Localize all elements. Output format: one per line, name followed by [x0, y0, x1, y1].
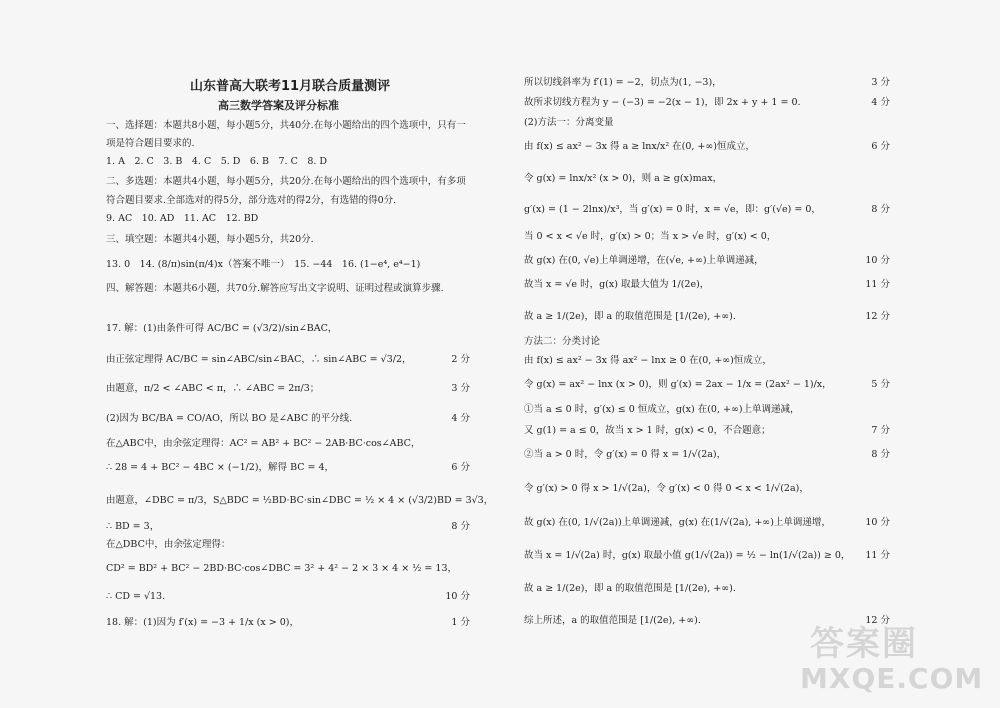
page-title: 山东普高大联考11月联合质量测评	[190, 79, 391, 94]
score-q18-11: 11 分	[865, 279, 890, 290]
section-2-intro-line1: 二、多选题：本题共4小题，每小题5分，共20分.在每小题给出的四个选项中，有多项	[106, 176, 466, 187]
q18-r-line16: ②当 a > 0 时，令 g′(x) = 0 得 x = 1/√(2a)，	[524, 449, 727, 460]
q18-r-line1: 所以切线斜率为 f′(1) = −2，切点为(1, −3)，	[524, 77, 722, 88]
score-q17-6: 6 分	[451, 462, 470, 473]
q17-line5: 在△ABC中，由余弦定理得：AC² = AB² + BC² − 2AB·BC·cos∠ABC，	[106, 438, 421, 449]
q18-r-line20: 故 a ≥ 1/(2e)，即 a 的取值范围是 [1/(2e), +∞).	[524, 583, 736, 594]
q18-r-line13: 令 g(x) = ax² − lnx (x > 0)，则 g′(x) = 2ax − 1/x = (2ax² − 1)/x，	[524, 379, 832, 390]
q18-line1: 18. 解：(1)因为 f′(x) = −3 + 1/x (x > 0)，	[106, 617, 299, 628]
score-q18-m2-8: 8 分	[871, 449, 890, 460]
score-q17-10: 10 分	[445, 591, 470, 602]
score-q17-8: 8 分	[451, 521, 470, 532]
score-q17-3: 3 分	[451, 383, 470, 394]
q18-r-line14: ①当 a ≤ 0 时，g′(x) ≤ 0 恒成立，g(x) 在(0, +∞)上单调递减，	[524, 404, 800, 415]
score-q18-12: 12 分	[865, 311, 890, 322]
score-q18-4: 4 分	[871, 97, 890, 108]
score-q18-8: 8 分	[871, 204, 890, 215]
q18-r-line5: 令 g(x) = lnx/x² (x > 0)，则 a ≥ g(x)max，	[524, 173, 723, 184]
q17-line7: 由题意，∠DBC = π/3，S△BDC = ½BD·BC·sin∠DBC = ½ × 4 × (√3/2)BD = 3√3，	[106, 495, 494, 506]
page-subtitle: 高三数学答案及评分标准	[218, 99, 339, 112]
score-q18-3: 3 分	[871, 77, 890, 88]
watermark-text: 答案圈	[810, 624, 918, 664]
left-column	[0, 0, 494, 708]
q18-r-line21: 综上所述，a 的取值范围是 [1/(2e), +∞).	[524, 615, 701, 626]
watermark-url: MXQE.COM	[800, 662, 984, 695]
section-3-answers: 13. 0 14. (8/π)sin(π/4)x（答案不唯一） 15. −44 16. (1−e⁴, e⁴−1)	[106, 259, 421, 270]
q18-r-line9: 故当 x = √e 时，g(x) 取最大值为 1/(2e)，	[524, 279, 710, 290]
section-1-answers: 1. A 2. C 3. B 4. C 5. D 6. B 7. C 8. D	[106, 156, 328, 167]
q17-line2: 由正弦定理得 AC/BC = sin∠ABC/sin∠BAC，∴ sin∠ABC = √3/2，	[106, 354, 412, 365]
q17-line1: 17. 解：(1)由条件可得 AC/BC = (√3/2)/sin∠BAC，	[106, 323, 338, 334]
section-2-intro-line2: 符合题目要求.全部选对的得5分，部分选对的得2分，有选错的得0分.	[106, 195, 397, 206]
section-1-intro-line1: 一、选择题：本题共8小题，每小题5分，共40分.在每小题给出的四个选项中，只有一	[106, 120, 466, 131]
section-3-intro: 三、填空题：本题共4小题，每小题5分，共20分.	[106, 234, 314, 245]
q17-line10: CD² = BD² + BC² − 2BD·BC·cos∠DBC = 3² + 4² − 2 × 3 × 4 × ½ = 13，	[106, 563, 457, 574]
score-q17-2: 2 分	[451, 354, 470, 365]
watermark-logo	[790, 612, 990, 702]
score-q18-1: 1 分	[451, 617, 470, 628]
q18-r-line6: g′(x) = (1 − 2lnx)/x³，当 g′(x) = 0 时，x = √e，即：g′(√e) = 0，	[524, 204, 821, 215]
score-q18-m2-10: 10 分	[865, 517, 890, 528]
q18-r-line8: 故 g(x) 在(0, √e)上单调递增，在(√e, +∞)上单调递减，	[524, 255, 764, 266]
q18-r-line11: 方法二：分类讨论	[524, 336, 601, 347]
score-q18-m2-5: 5 分	[871, 379, 890, 390]
q18-r-line18: 故 g(x) 在(0, 1/√(2a))上单调递减，g(x) 在(1/√(2a), +∞)上单调递增，	[524, 517, 831, 528]
score-q17-4: 4 分	[451, 413, 470, 424]
q18-r-line2: 故所求切线方程为 y − (−3) = −2(x − 1)，即 2x + y + 1 = 0.	[524, 97, 801, 108]
q17-line11: ∴ CD = √13.	[106, 591, 166, 602]
section-2-answers: 9. AC 10. AD 11. AC 12. BD	[106, 213, 259, 224]
score-q18-10: 10 分	[865, 255, 890, 266]
q18-r-line4: 由 f(x) ≤ ax² − 3x 得 a ≥ lnx/x² 在(0, +∞)恒成立，	[524, 141, 756, 152]
q18-r-line17: 令 g′(x) > 0 得 x > 1/√(2a)，令 g′(x) < 0 得 0 < x < 1/√(2a)，	[524, 483, 809, 494]
q17-line8: ∴ BD = 3，	[106, 521, 160, 532]
q18-r-line7: 当 0 < x < √e 时，g′(x) > 0；当 x > √e 时，g′(x) < 0，	[524, 231, 777, 242]
q18-r-line19: 故当 x = 1/√(2a) 时，g(x) 取最小值 g(1/√(2a)) = ½ − ln(1/√(2a)) ≥ 0，	[524, 550, 851, 561]
right-column	[490, 0, 1000, 708]
q17-line9: 在△DBC中，由余弦定理得：	[106, 539, 231, 550]
q17-line4: (2)因为 BC/BA = CO/AO，所以 BO 是∠ABC 的平分线.	[106, 413, 353, 424]
score-q18-m2-7: 7 分	[871, 425, 890, 436]
score-q18-6: 6 分	[871, 141, 890, 152]
q18-r-line15: 又 g(1) = a ≤ 0，故当 x > 1 时，g(x) < 0，不合题意；	[524, 425, 771, 436]
q18-r-line12: 由 f(x) ≤ ax² − 3x 得 ax² − lnx ≥ 0 在(0, +∞)恒成立，	[524, 355, 772, 366]
q18-r-line10: 故 a ≥ 1/(2e)，即 a 的取值范围是 [1/(2e), +∞).	[524, 311, 736, 322]
q18-r-line3: (2)方法一：分离变量	[524, 117, 614, 128]
score-q18-m2-12: 12 分	[865, 615, 890, 626]
section-4-intro: 四、解答题：本题共6小题，共70分.解答应写出文字说明、证明过程或演算步骤.	[106, 283, 444, 294]
section-1-intro-line2: 项是符合题目要求的.	[106, 138, 195, 149]
score-q18-m2-11: 11 分	[865, 550, 890, 561]
q17-line3: 由题意，π/2 < ∠ABC < π，∴ ∠ABC = 2π/3；	[106, 383, 320, 394]
q17-line6: ∴ 28 = 4 + BC² − 4BC × (−1/2)，解得 BC = 4，	[106, 462, 335, 473]
